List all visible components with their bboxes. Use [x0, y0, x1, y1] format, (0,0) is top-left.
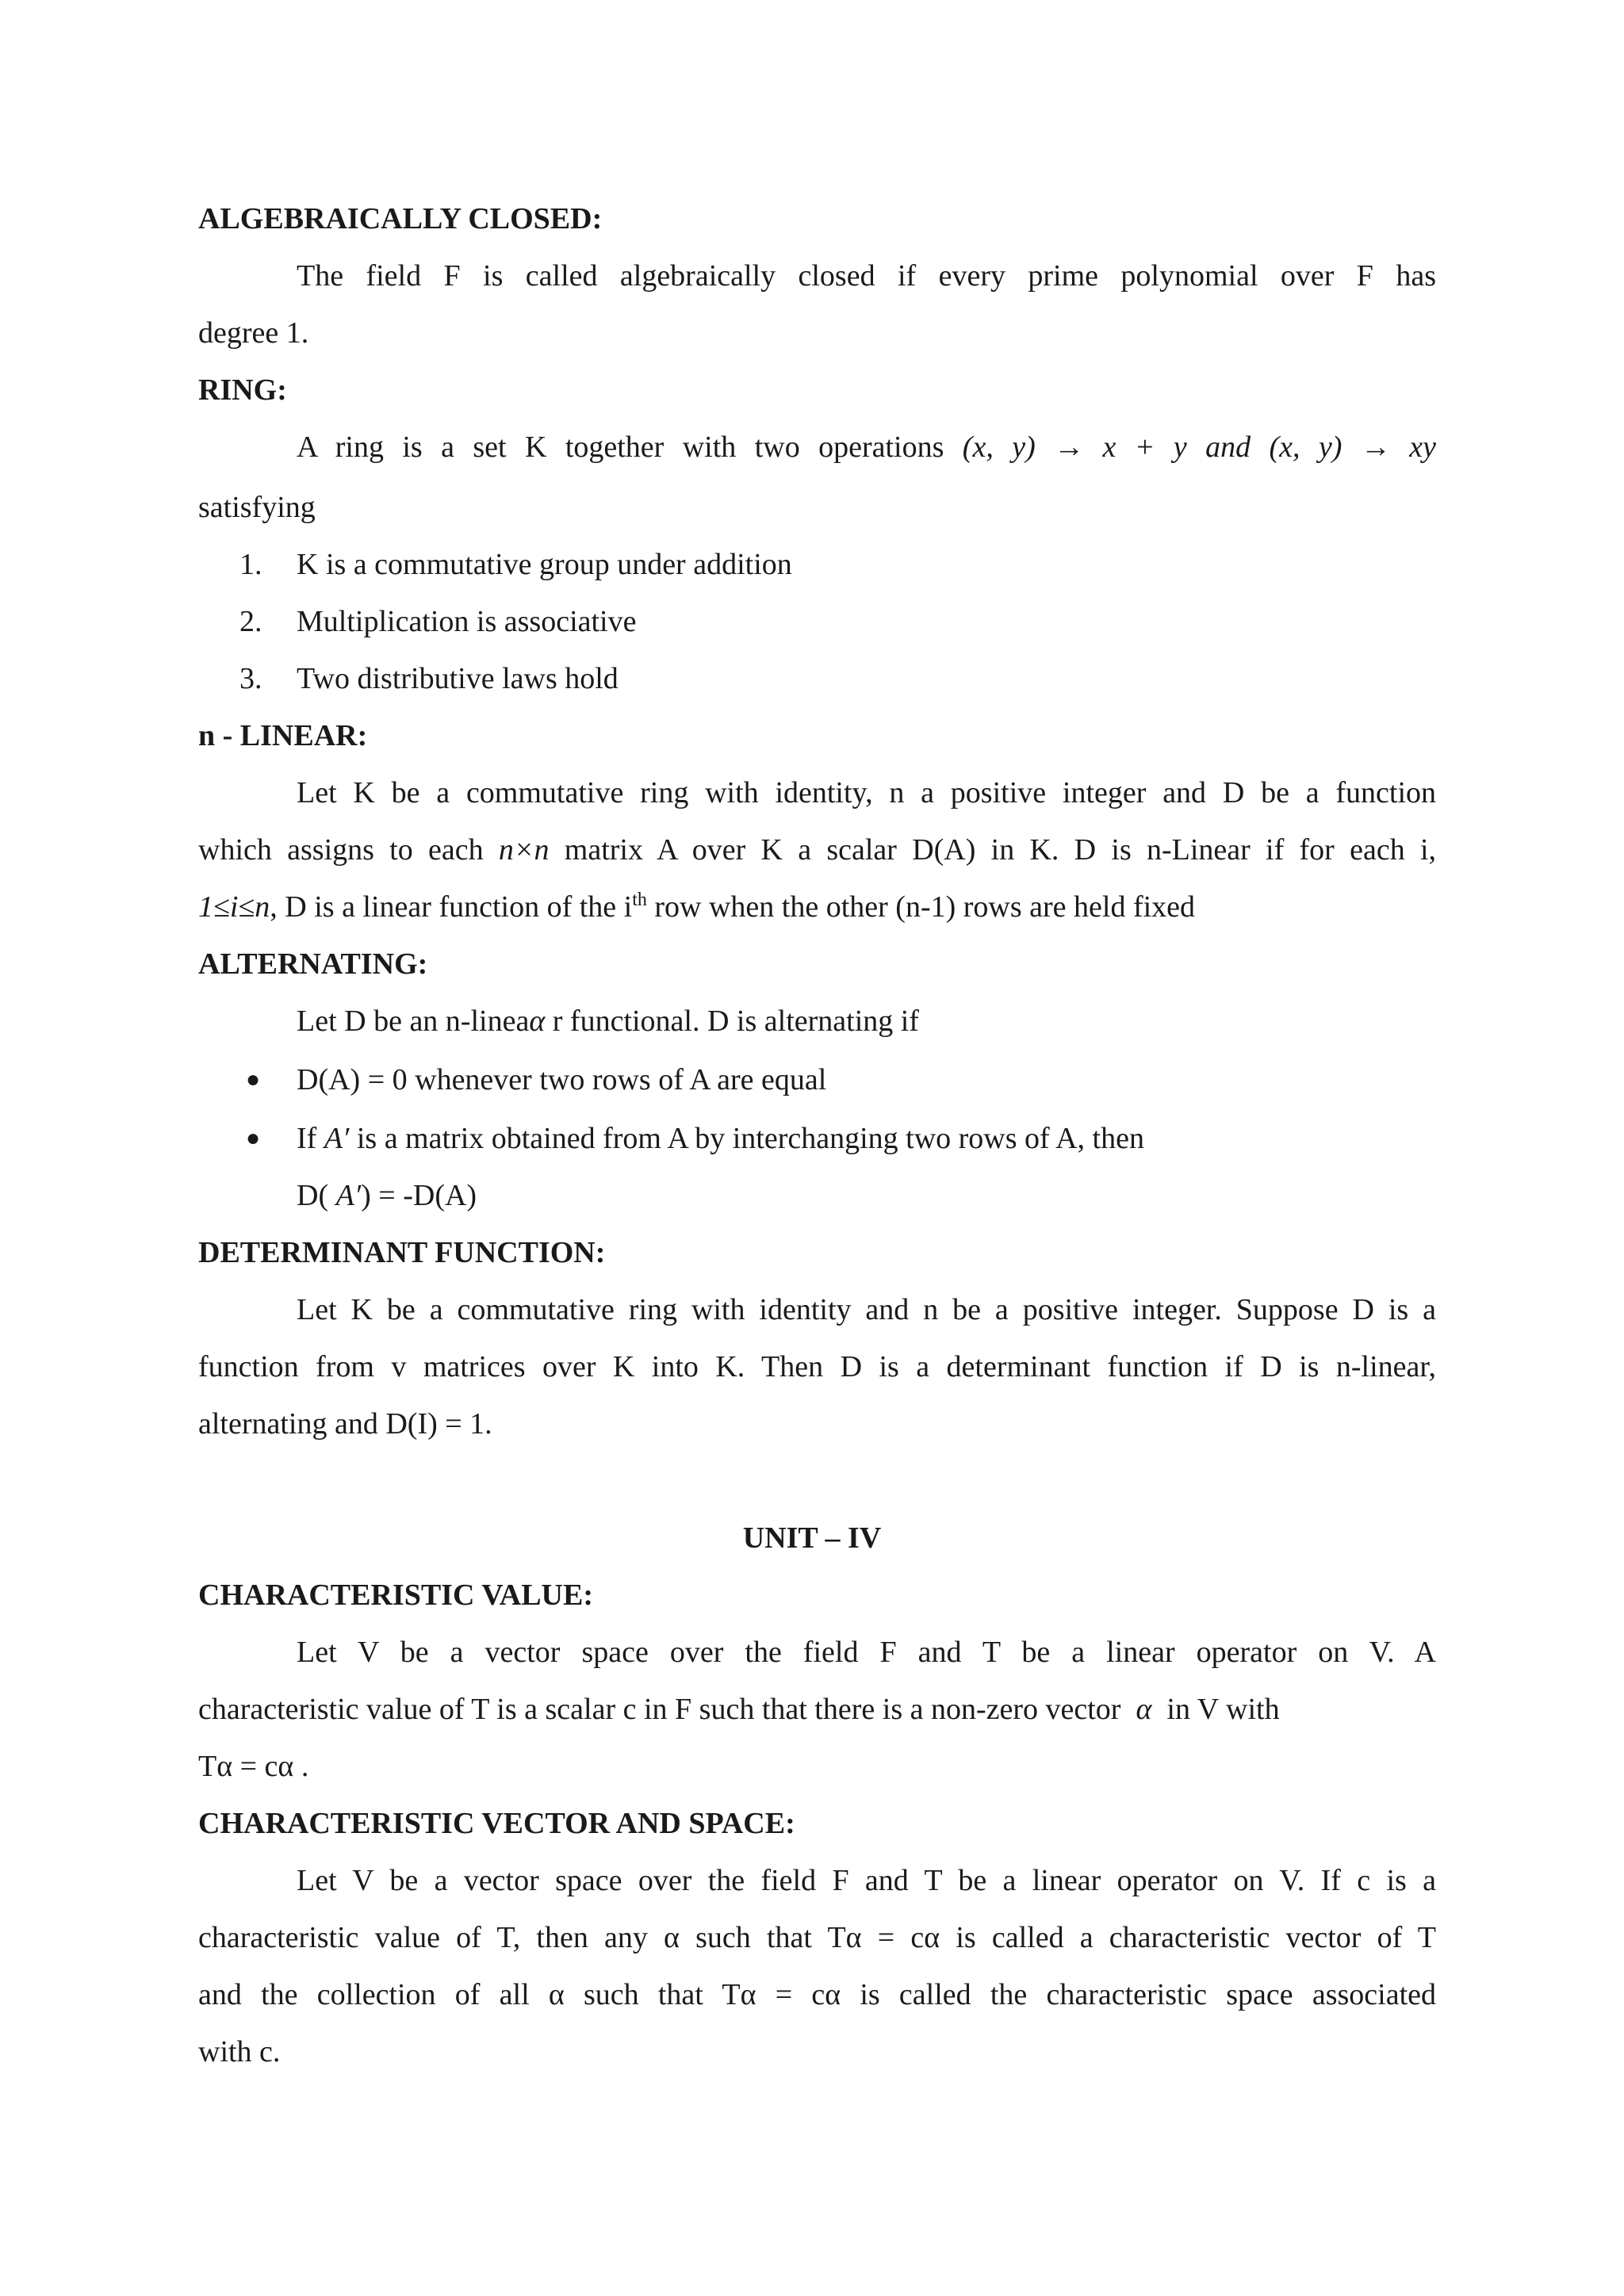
- list-item: K is a commutative group under addition: [297, 548, 792, 581]
- paragraph-line: [297, 419, 1436, 476]
- superscript: th: [632, 890, 647, 910]
- math-a-prime: A′: [324, 1122, 350, 1155]
- unit-title: UNIT – IV: [742, 1521, 882, 1555]
- bullet-item: D(A) = 0 whenever two rows of A are equal: [297, 1063, 827, 1096]
- text-run: which assigns to each: [198, 833, 484, 867]
- paragraph-line: Let V be a vector space over the field F and T be a linear operator on V. If c is a: [297, 1864, 1436, 1897]
- text-run: , D is a linear function of the i: [270, 890, 633, 924]
- paragraph-line: alternating and D(I) = 1.: [198, 1407, 492, 1441]
- math-alpha: α: [1136, 1693, 1152, 1726]
- ring-operations-formula: (x, y) → x + y and (x, y) → xy: [962, 430, 1436, 464]
- bullet-item: [297, 1110, 1144, 1167]
- paragraph-line: characteristic value of T, then any α such that Tα = cα is called a characteristic vector of T: [198, 1921, 1436, 1954]
- paragraph-line: Let V be a vector space over the field F and T be a linear operator on V. A: [297, 1636, 1436, 1669]
- heading-n-linear: n - LINEAR:: [198, 719, 368, 752]
- heading-algebraically-closed: ALGEBRAICALLY CLOSED:: [198, 202, 603, 235]
- text-run: ) = -D(A): [361, 1179, 477, 1212]
- heading-characteristic-vector: CHARACTERISTIC VECTOR AND SPACE:: [198, 1807, 795, 1840]
- list-item: Two distributive laws hold: [297, 662, 619, 695]
- math-a-prime: A′: [335, 1179, 362, 1212]
- text-run: is a matrix obtained from A by interchanging two rows of A, then: [356, 1122, 1144, 1155]
- list-number: 1.: [239, 548, 262, 581]
- bullet-icon: ●: [246, 1125, 261, 1151]
- paragraph-line: Let K be a commutative ring with identity, n a positive integer and D be a function: [297, 776, 1436, 809]
- paragraph-line: [297, 993, 919, 1050]
- bullet-icon: ●: [246, 1066, 261, 1093]
- paragraph-line: Let K be a commutative ring with identity and n be a positive integer. Suppose D is a: [297, 1293, 1436, 1326]
- paragraph-line: [198, 821, 1436, 878]
- paragraph-line: degree 1.: [198, 316, 309, 350]
- bullet-item-continuation: [297, 1167, 477, 1224]
- list-number: 3.: [239, 662, 262, 695]
- paragraph-line: function from v matrices over K into K. Then D is a determinant function if D is n-linear,: [198, 1350, 1436, 1383]
- paragraph-line: The field F is called algebraically closed if every prime polynomial over F has: [297, 259, 1436, 293]
- math-n-times-n: n×n: [498, 833, 550, 867]
- text-run: Let D be an n-linea: [297, 1004, 530, 1038]
- text-run: D(: [297, 1179, 329, 1212]
- paragraph-line: [198, 878, 1195, 936]
- ring-definition-text: A ring is a set K together with two operations: [297, 430, 944, 464]
- text-run: characteristic value of T is a scalar c in F such that there is a non-zero vector: [198, 1693, 1121, 1726]
- paragraph-line: with c.: [198, 2035, 281, 2068]
- paragraph-line: satisfying: [198, 491, 316, 524]
- text-run: row when the other (n-1) rows are held fixed: [654, 890, 1196, 924]
- heading-determinant-function: DETERMINANT FUNCTION:: [198, 1236, 606, 1269]
- list-number: 2.: [239, 605, 262, 638]
- list-item: Multiplication is associative: [297, 605, 637, 638]
- text-run: in V with: [1166, 1693, 1280, 1726]
- paragraph-line: [198, 1681, 1280, 1738]
- math-index-range: 1≤i≤n: [198, 890, 270, 924]
- math-alpha: α: [529, 1004, 546, 1038]
- text-run: matrix A over K a scalar D(A) in K. D is n-Linear if for each i,: [564, 833, 1437, 867]
- heading-characteristic-value: CHARACTERISTIC VALUE:: [198, 1578, 593, 1612]
- heading-alternating: ALTERNATING:: [198, 947, 428, 981]
- paragraph-line: Tα = cα .: [198, 1750, 309, 1783]
- text-run: r functional. D is alternating if: [552, 1004, 919, 1038]
- paragraph-line: and the collection of all α such that Tα = cα is called the characteristic space associated: [198, 1978, 1436, 2011]
- text-run: If: [297, 1122, 317, 1155]
- heading-ring: RING:: [198, 373, 287, 407]
